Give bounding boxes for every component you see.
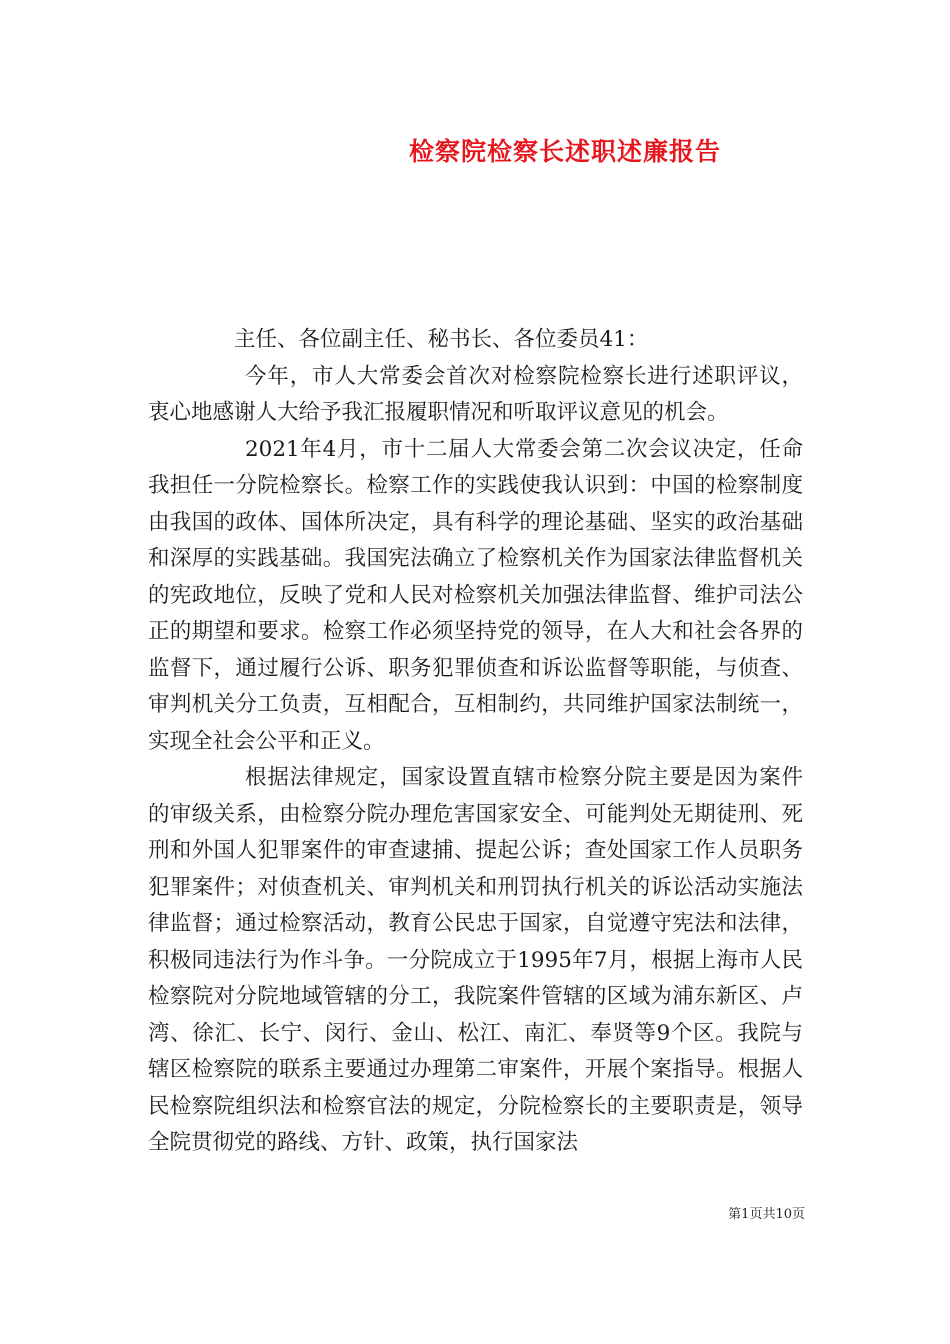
paragraph-1: 今年，市人大常委会首次对检察院检察长进行述职评议，衷心地感谢人大给予我汇报履职情况和听取评议意见的机会。 bbox=[148, 363, 803, 425]
paragraph-3: 根据法律规定，国家设置直辖市检察分院主要是因为案件的审级关系，由检察分院办理危害国家安全、可能判处无期徒刑、死刑和外国人犯罪案件的审查逮捕、提起公诉；查处国家工作人员职务犯罪案件；对侦查机关、审判机关和刑罚执行机关的诉讼活动实施法律监督；通过检察活动，教育公民忠于国家，自觉遵守宪法和法律，积极同违法行为作斗争。一分院成立于1995年7月，根据上海市人民检察院对分院地域管辖的分工，我院案件管辖的区域为浦东新区、卢湾、徐汇、长宁、闵行、金山、松江、南汇、奉贤等9个区。我院与辖区检察院的联系主要通过办理第二审案件，开展个案指导。根据人民检察院组织法和检察官法的规定，分院检察长的主要职责是，领导全院贯彻党的路线、方针、政策，执行国家法 bbox=[148, 765, 803, 1155]
salutation: 主任、各位副主任、秘书长、各位委员41： bbox=[234, 327, 649, 352]
document-body bbox=[148, 322, 803, 1162]
document-title: 检察院检察长述职述廉报告 bbox=[408, 137, 721, 166]
page-number: 第1页共10页 bbox=[728, 1207, 805, 1222]
paragraph-2: 2021年4月，市十二届人大常委会第二次会议决定，任命我担任一分院检察长。检察工作的实践使我认识到：中国的检察制度由我国的政体、国体所决定，具有科学的理论基础、坚实的政治基础和深厚的实践基础。我国宪法确立了检察机关作为国家法律监督机关的宪政地位，反映了党和人民对检察机关加强法律监督、维护司法公正的期望和要求。检察工作必须坚持党的领导，在人大和社会各界的监督下，通过履行公诉、职务犯罪侦查和诉讼监督等职能，与侦查、审判机关分工负责，互相配合，互相制约，共同维护国家法制统一，实现全社会公平和正义。 bbox=[148, 436, 803, 754]
